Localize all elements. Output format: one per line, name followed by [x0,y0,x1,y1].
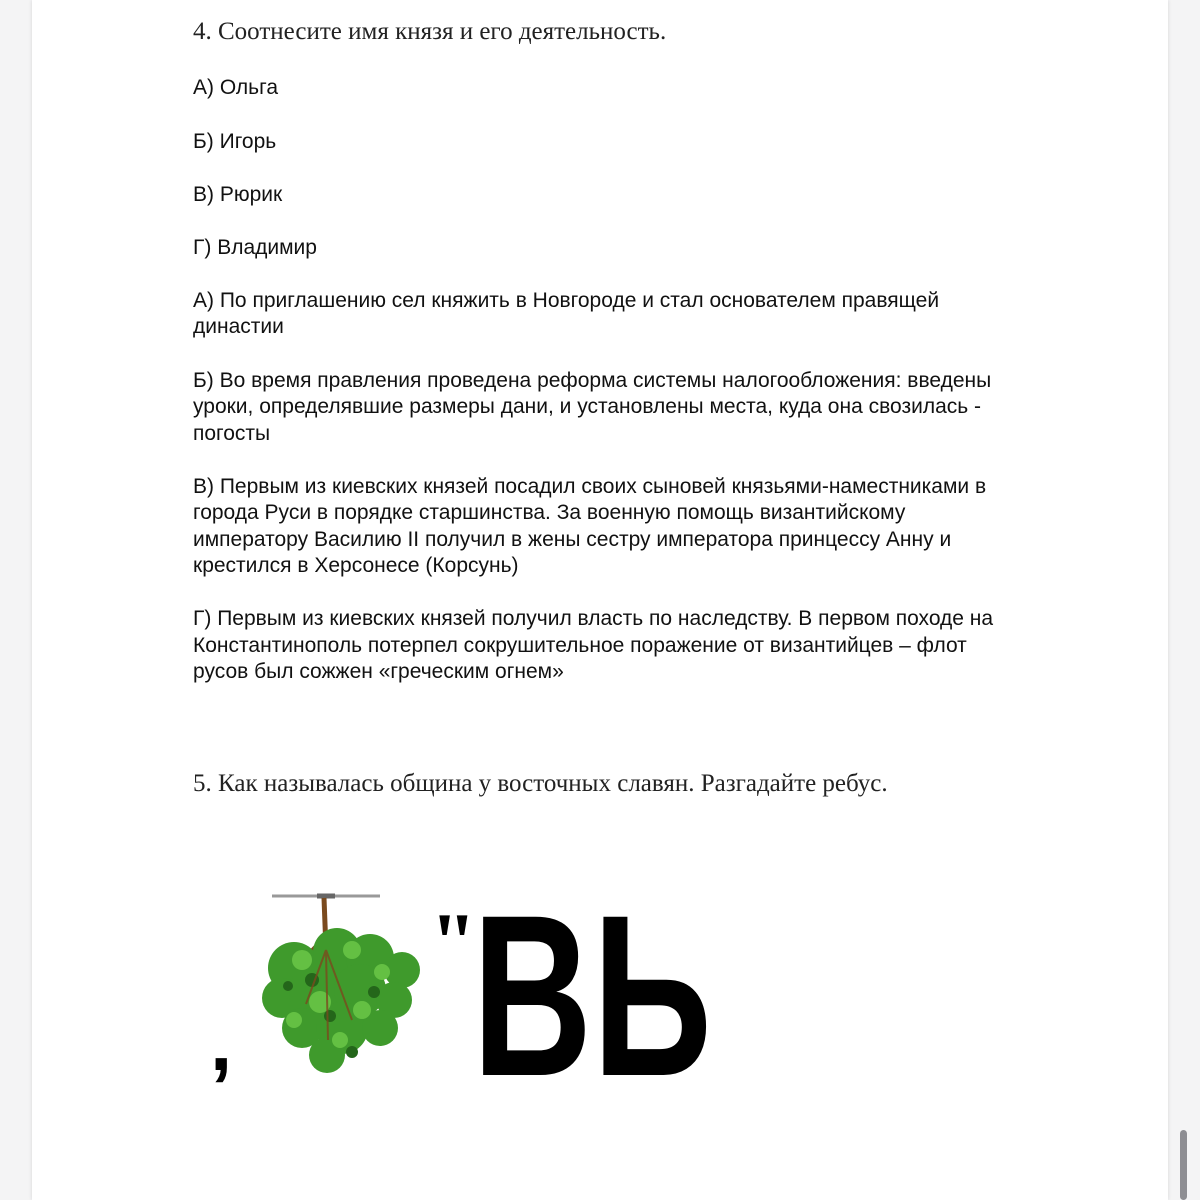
rebus-comma: , [210,998,233,1087]
rebus-letters: ВЬ [472,867,712,1124]
activity-line: императору Василию II получил в жены сестру императора принцессу Анну и [193,528,952,551]
name-option: Г) Владимир [193,236,317,259]
activity-line: города Руси в порядке старшинства. За военную помощь византийскому [193,501,906,524]
rebus-image [202,867,722,1124]
rebus-quotes: " [430,896,477,989]
activity-line: Константинополь потерпел сокрушительное поражение от византийцев – флот [193,634,967,657]
activity-line: крестился в Херсонесе (Корсунь) [193,554,519,577]
document-page [32,0,1168,1200]
name-option: А) Ольга [193,76,279,99]
upside-down-tree-icon [262,896,420,1073]
activity-line: А) По приглашению сел княжить в Новгороде и стал основателем правящей [193,289,940,312]
activity-line: русов был сожжен «греческим огнем» [193,660,564,683]
activity-line: Г) Первым из киевских князей получил власть по наследству. В первом походе на [193,607,994,630]
name-option: В) Рюрик [193,183,283,206]
question-4-title: 4. Соотнесите имя князя и его деятельность. [193,18,667,45]
vertical-scrollbar[interactable] [1180,1130,1187,1200]
name-option: Б) Игорь [193,130,277,153]
activity-line: погосты [193,422,271,445]
activity-line: уроки, определявшие размеры дани, и установлены места, куда она свозилась - [193,395,982,418]
activity-line: Б) Во время правления проведена реформа системы налогообложения: введены [193,369,992,392]
activity-line: В) Первым из киевских князей посадил своих сыновей князьями-наместниками в [193,475,987,498]
activity-line: династии [193,315,284,338]
question-5-title: 5. Как называлась община у восточных славян. Разгадайте ребус. [193,770,888,797]
